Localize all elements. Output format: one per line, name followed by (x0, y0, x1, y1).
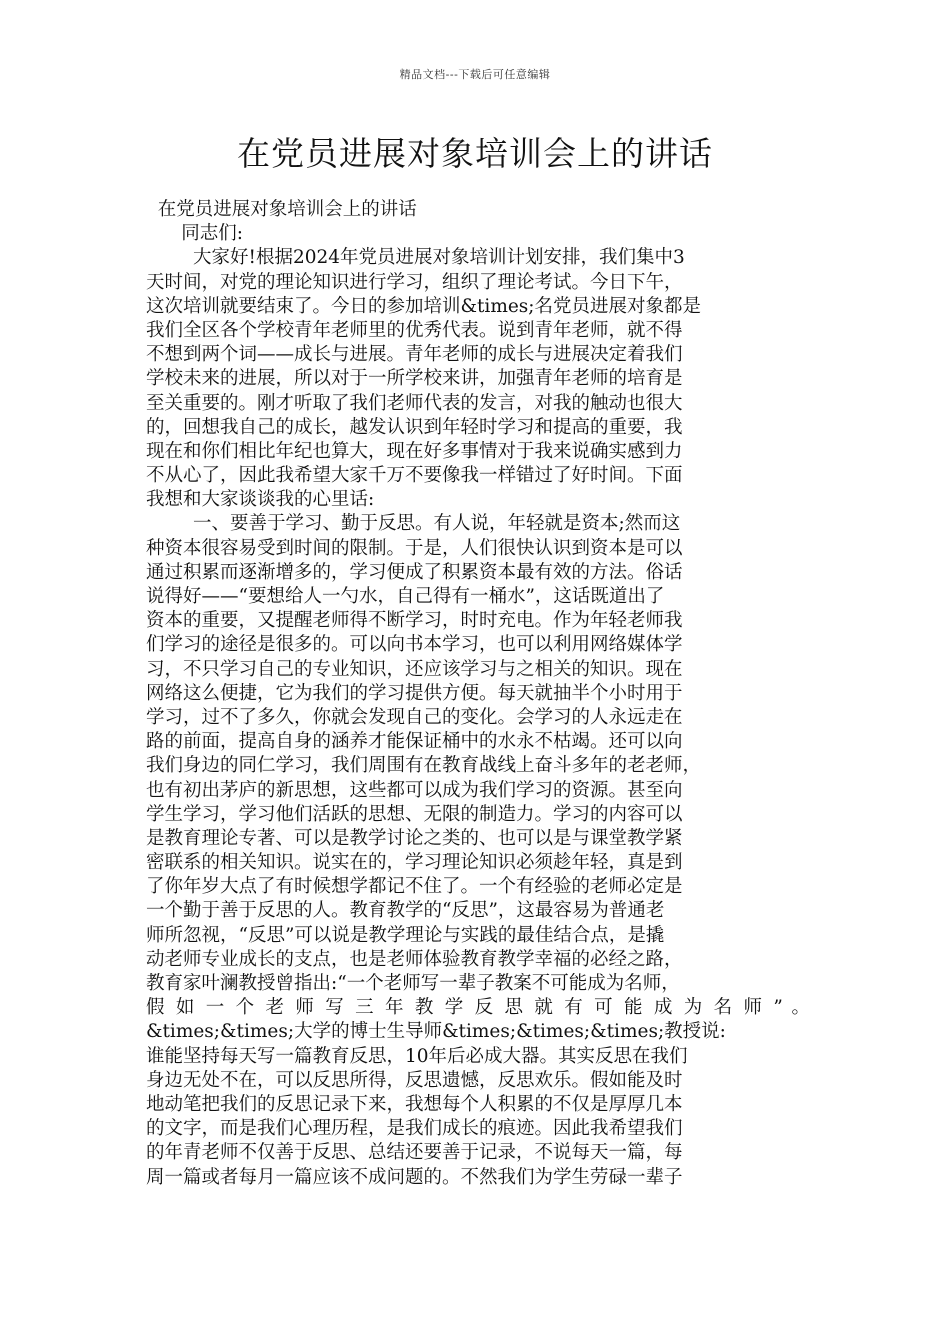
body-line: 学习，过不了多久，你就会发现自己的变化。会学习的人永远走在 (146, 706, 683, 728)
body-line: 不从心了，因此我希望大家千万不要像我一样错过了好时间。下面 (146, 465, 683, 487)
body-line: 密联系的相关知识。说实在的，学习理论知识必须趁年轻，真是到 (146, 852, 683, 874)
body-line: 们学习的途径是很多的。可以向书本学习，也可以利用网络媒体学 (146, 634, 683, 656)
body-line: 师所忽视，“反思”可以说是教学理论与实践的最佳结合点，是撬 (146, 924, 665, 946)
body-line: 网络这么便捷，它为我们的学习提供方便。每天就抽半个小时用于 (146, 682, 683, 704)
body-line: 地动笔把我们的反思记录下来，我想每个人积累的不仅是厚厚几本 (146, 1093, 683, 1115)
body-line: 一、要善于学习、勤于反思。有人说，年轻就是资本;然而这 (146, 513, 681, 535)
body-line: 了你年岁大点了有时候想学都记不住了。一个有经验的老师必定是 (146, 876, 683, 898)
body-line: 资本的重要，又提醒老师得不断学习，时时充电。作为年轻老师我 (146, 610, 683, 632)
document-title: 在党员进展对象培训会上的讲话 (237, 134, 713, 173)
body-line: 是教育理论专著、可以是教学讨论之类的、也可以是与课堂教学紧 (146, 827, 683, 849)
body-line: 我们身边的同仁学习，我们周围有在教育战线上奋斗多年的老老师， (146, 755, 702, 777)
body-line: 不想到两个词——成长与进展。青年老师的成长与进展决定着我们 (146, 344, 683, 366)
body-line: 天时间，对党的理论知识进行学习，组织了理论考试。今日下午， (146, 271, 683, 293)
body-line: 的，回想我自己的成长，越发认识到年轻时学习和提高的重要，我 (146, 416, 683, 438)
body-line: 我想和大家谈谈我的心里话: (146, 489, 375, 511)
body-line: 我们全区各个学校青年老师里的优秀代表。说到青年老师，就不得 (146, 319, 683, 341)
body-line: 同志们: (146, 223, 244, 245)
body-line: 在党员进展对象培训会上的讲话 (146, 199, 417, 220)
body-line: 周一篇或者每月一篇应该不成问题的。不然我们为学生劳碌一辈子 (146, 1166, 683, 1188)
body-line: 也有初出茅庐的新思想，这些都可以成为我们学习的资源。甚至向 (146, 779, 683, 801)
body-line: 大家好!根据2024年党员进展对象培训计划安排，我们集中3 (146, 247, 685, 269)
body-line: 身边无处不在，可以反思所得，反思遗憾，反思欢乐。假如能及时 (146, 1069, 683, 1091)
body-line: 路的前面，提高自身的涵养才能保证桶中的水永不枯竭。还可以向 (146, 731, 683, 753)
body-line: 至关重要的。刚才听取了我们老师代表的发言，对我的触动也很大 (146, 392, 683, 414)
body-line: 说得好——“要想给人一勺水，自己得有一桶水”，这话既道出了 (146, 586, 665, 607)
body-line: 这次培训就要结束了。今日的参加培训&times;名党员进展对象都是 (146, 295, 702, 317)
body-line: 现在和你们相比年纪也算大，现在好多事情对于我来说确实感到力 (146, 440, 683, 462)
body-line: 种资本很容易受到时间的限制。于是，人们很快认识到资本是可以 (146, 537, 683, 559)
body-line: 谁能坚持每天写一篇教育反思，10年后必成大器。其实反思在我们 (146, 1045, 688, 1067)
body-line: 学生学习，学习他们活跃的思想、无限的制造力。学习的内容可以 (146, 803, 683, 825)
document-body (146, 198, 810, 1190)
body-line: 习，不只学习自己的专业知识，还应该学习与之相关的知识。现在 (146, 658, 683, 680)
body-line: 的文字，而是我们心理历程，是我们成长的痕迹。因此我希望我们 (146, 1118, 683, 1140)
header-note: 精品文档---下载后可任意编辑 (399, 68, 551, 81)
body-line: 通过积累而逐渐增多的，学习便成了积累资本最有效的方法。俗话 (146, 561, 683, 583)
body-line: 一个勤于善于反思的人。教育教学的“反思”，这最容易为普通老 (146, 900, 665, 922)
body-line: 的年青老师不仅善于反思、总结还要善于记录，不说每天一篇，每 (146, 1142, 683, 1164)
body-line: &times;&times;大学的博士生导师&times;&times;&times;教授说: (146, 1021, 726, 1043)
body-line: 学校未来的进展，所以对于一所学校来讲，加强青年老师的培育是 (146, 368, 683, 390)
body-line: 动老师专业成长的支点，也是老师体验教育教学幸福的必经之路， (146, 948, 683, 970)
body-line: 教育家叶澜教授曾指出:“一个老师写一辈子教案不可能成为名师， (146, 973, 680, 994)
body-line: 假 如 一 个 老 师 写 三 年 教 学 反 思 就 有 可 能 成 为 名 师 ” 。 (146, 997, 810, 1019)
